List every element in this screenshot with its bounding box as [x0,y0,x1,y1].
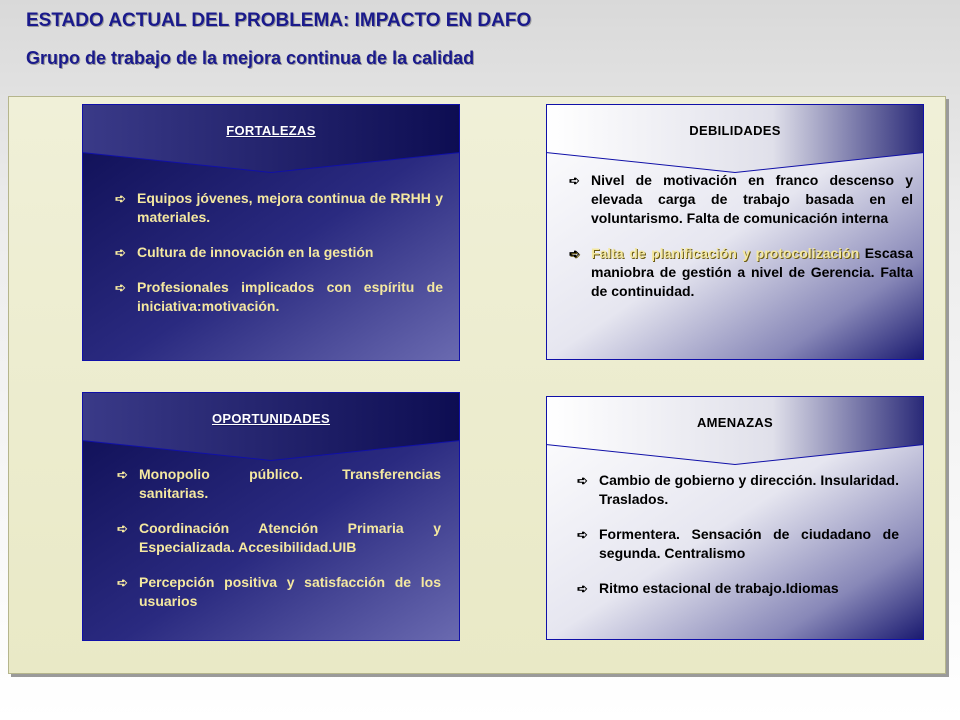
amenazas-list [577,471,899,614]
list-item: ➪ Profesionales implicados con espíritu de iniciativa:motivación. [115,279,443,314]
list-item: ➪ Percepción positiva y satisfacción de los usuarios [117,574,441,609]
list-item: ➪ Cambio de gobierno y dirección. Insularidad. Traslados. [577,472,899,507]
right-arrow-icon: ➪ [117,575,128,590]
list-item: ➪ Coordinación Atención Primaria y Especializada. Accesibilidad.UIB [117,520,441,555]
amenazas-title: AMENAZAS [696,415,774,430]
amenazas-card [546,396,924,640]
right-arrow-icon: ➪ [115,191,126,206]
oportunidades-card [82,392,460,641]
oportunidades-list [117,465,441,627]
right-arrow-icon: ➪ [117,467,128,482]
right-arrow-icon: ➪ [115,280,126,295]
list-item: ➪ Cultura de innovación en la gestión [115,244,374,260]
right-arrow-icon: ➪ [577,581,588,596]
list-item: ➪ Falta de planificación y protocolización Escasa maniobra de gestión a nivel de Gerencia. Falta de continuidad. [569,245,913,299]
page-subtitle: Grupo de trabajo de la mejora continua de la calidad [26,48,475,68]
fortalezas-card [82,104,460,361]
right-arrow-icon: ➪ [569,246,580,261]
debilidades-list [569,171,913,317]
list-item: ➪ Formentera. Sensación de ciudadano de segunda. Centralismo [577,526,899,561]
right-arrow-icon: ➪ [117,521,128,536]
highlight-text: Falta de planificación y protocolización [591,245,860,261]
list-item: ➪ Nivel de motivación en franco descenso y elevada carga de trabajo basada en el voluntarismo. Falta de comunicación interna [569,172,913,226]
right-arrow-icon: ➪ [577,473,588,488]
page-title: ESTADO ACTUAL DEL PROBLEMA: IMPACTO EN DAFO [26,10,532,31]
right-arrow-icon: ➪ [569,173,580,188]
list-item: ➪ Monopolio público. Transferencias sanitarias. [117,466,441,501]
right-arrow-icon: ➪ [577,527,588,542]
debilidades-card [546,104,924,360]
fortalezas-title: FORTALEZAS [226,123,316,138]
list-item: ➪ Equipos jóvenes, mejora continua de RRHH y materiales. [115,190,443,225]
fortalezas-list [115,189,443,332]
right-arrow-icon: ➪ [115,245,126,260]
oportunidades-title: OPORTUNIDADES [211,411,331,426]
debilidades-title: DEBILIDADES [689,123,781,138]
list-item: ➪ Ritmo estacional de trabajo.Idiomas [577,580,839,596]
